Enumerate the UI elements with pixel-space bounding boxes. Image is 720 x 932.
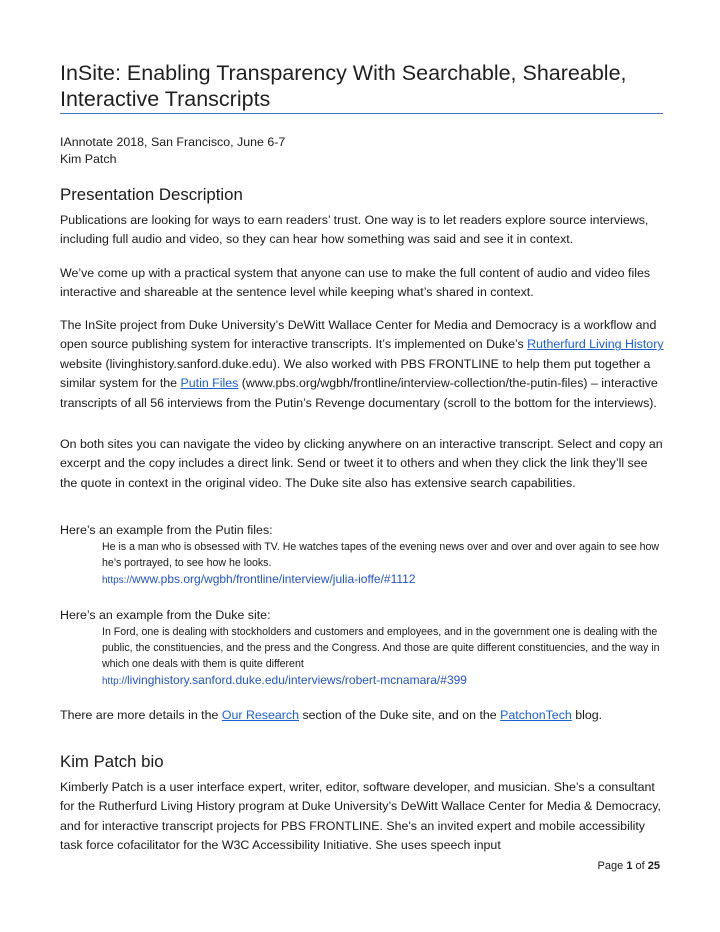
patchontech-link[interactable]: PatchonTech — [500, 708, 572, 722]
event-line: IAnnotate 2018, San Francisco, June 6-7 — [60, 135, 286, 149]
p3-text-c: (www.pbs.org/wgbh/frontline/interview-collection/the-putin-files) – interactive transcripts of all 56 interviews from the Putin’s Revenge documentary (scroll to the bottom for the interviews). — [60, 376, 658, 410]
page-total: 25 — [647, 860, 660, 872]
example-2-link[interactable] — [102, 671, 662, 691]
page-number: 1 — [626, 860, 633, 872]
p3-text-b: website (livinghistory.sanford.duke.edu). We also worked with PBS FRONTLINE to help them put together a similar system for the — [60, 356, 651, 391]
more-text-c: blog. — [571, 708, 603, 722]
example-2-quote: In Ford, one is dealing with stockholders and customers and employees, and in the government one is dealing with the public, the constituencies, and the press and the Congress. And those are quite different constituencies, and the way in which one deals with them is quite different — [102, 626, 660, 671]
p3-text-a: The InSite project from Duke University’s DeWitt Wallace Center for Media and Democracy is a workflow and open source publishing system for interactive transcripts. It’s implemented on Duke’s — [60, 318, 657, 352]
presentation-paragraph-1: Publications are looking for ways to earn readers’ trust. One way is to let readers explore source interviews, including full audio and video, so they can hear how something was said and see it in context. — [60, 213, 649, 247]
example-2-link-text[interactable]: livinghistory.sanford.duke.edu/interviews/robert-mcnamara/#399 — [127, 673, 467, 687]
example-1-link-text[interactable]: www.pbs.org/wgbh/frontline/interview/julia-ioffe/#1112 — [132, 572, 416, 586]
example-1-intro: Here’s an example from the Putin files: — [60, 523, 273, 537]
presentation-paragraph-2: We’ve come up with a practical system that anyone can use to make the full content of audio and video files interactive and shareable at the sentence level while keeping what’s shared in context. — [60, 266, 651, 300]
example-2-link-prefix: http:// — [102, 676, 128, 687]
example-1-quote: He is a man who is obsessed with TV. He watches tapes of the evening news over and over and over again to see how he’s portrayed, to see how he looks. — [102, 541, 660, 570]
document-title: InSite: Enabling Transparency With Searchable, Shareable, Interactive Transcripts — [60, 61, 627, 111]
more-details — [60, 706, 665, 725]
bio-heading: Kim Patch bio — [60, 752, 164, 771]
presentation-heading: Presentation Description — [60, 185, 243, 204]
more-text-b: section of the Duke site, and on the — [299, 708, 501, 722]
example-1-link[interactable] — [102, 570, 662, 590]
page-label: Page — [597, 860, 624, 872]
more-text-a: There are more details in the — [60, 708, 222, 722]
our-research-link[interactable]: Our Research — [221, 708, 299, 722]
example-1-link-prefix: https:// — [102, 575, 133, 586]
example-2-intro: Here’s an example from the Duke site: — [60, 608, 271, 622]
bio-paragraph: Kimberly Patch is a user interface expert, writer, editor, software developer, and musician. She’s a consultant for the Rutherfurd Living History program at Duke University’s DeWitt Wallace Center for Media & Democracy, and for interactive transcript projects for PBS FRONTLINE. She's an invited expert and mobile accessibility task force cofacilitator for the W3C Accessibility Initiative. She uses speech input — [60, 780, 661, 853]
putin-files-link[interactable]: Putin Files — [180, 376, 239, 391]
author-line: Kim Patch — [60, 152, 117, 166]
of-label: of — [635, 860, 645, 872]
title-divider — [60, 113, 663, 114]
event-info — [60, 134, 285, 168]
presentation-paragraph-3 — [60, 316, 665, 413]
rutherfurd-link[interactable]: Rutherfurd Living History — [527, 337, 664, 352]
presentation-paragraph-4: On both sites you can navigate the video by clicking anywhere on an interactive transcript. Select and copy an excerpt and the copy includes a direct link. Send or tweet it to others and when they click the link they’ll see the quote in context in the original video. The Duke site also has extensive search capabilities. — [60, 437, 663, 490]
page-footer — [598, 860, 660, 872]
